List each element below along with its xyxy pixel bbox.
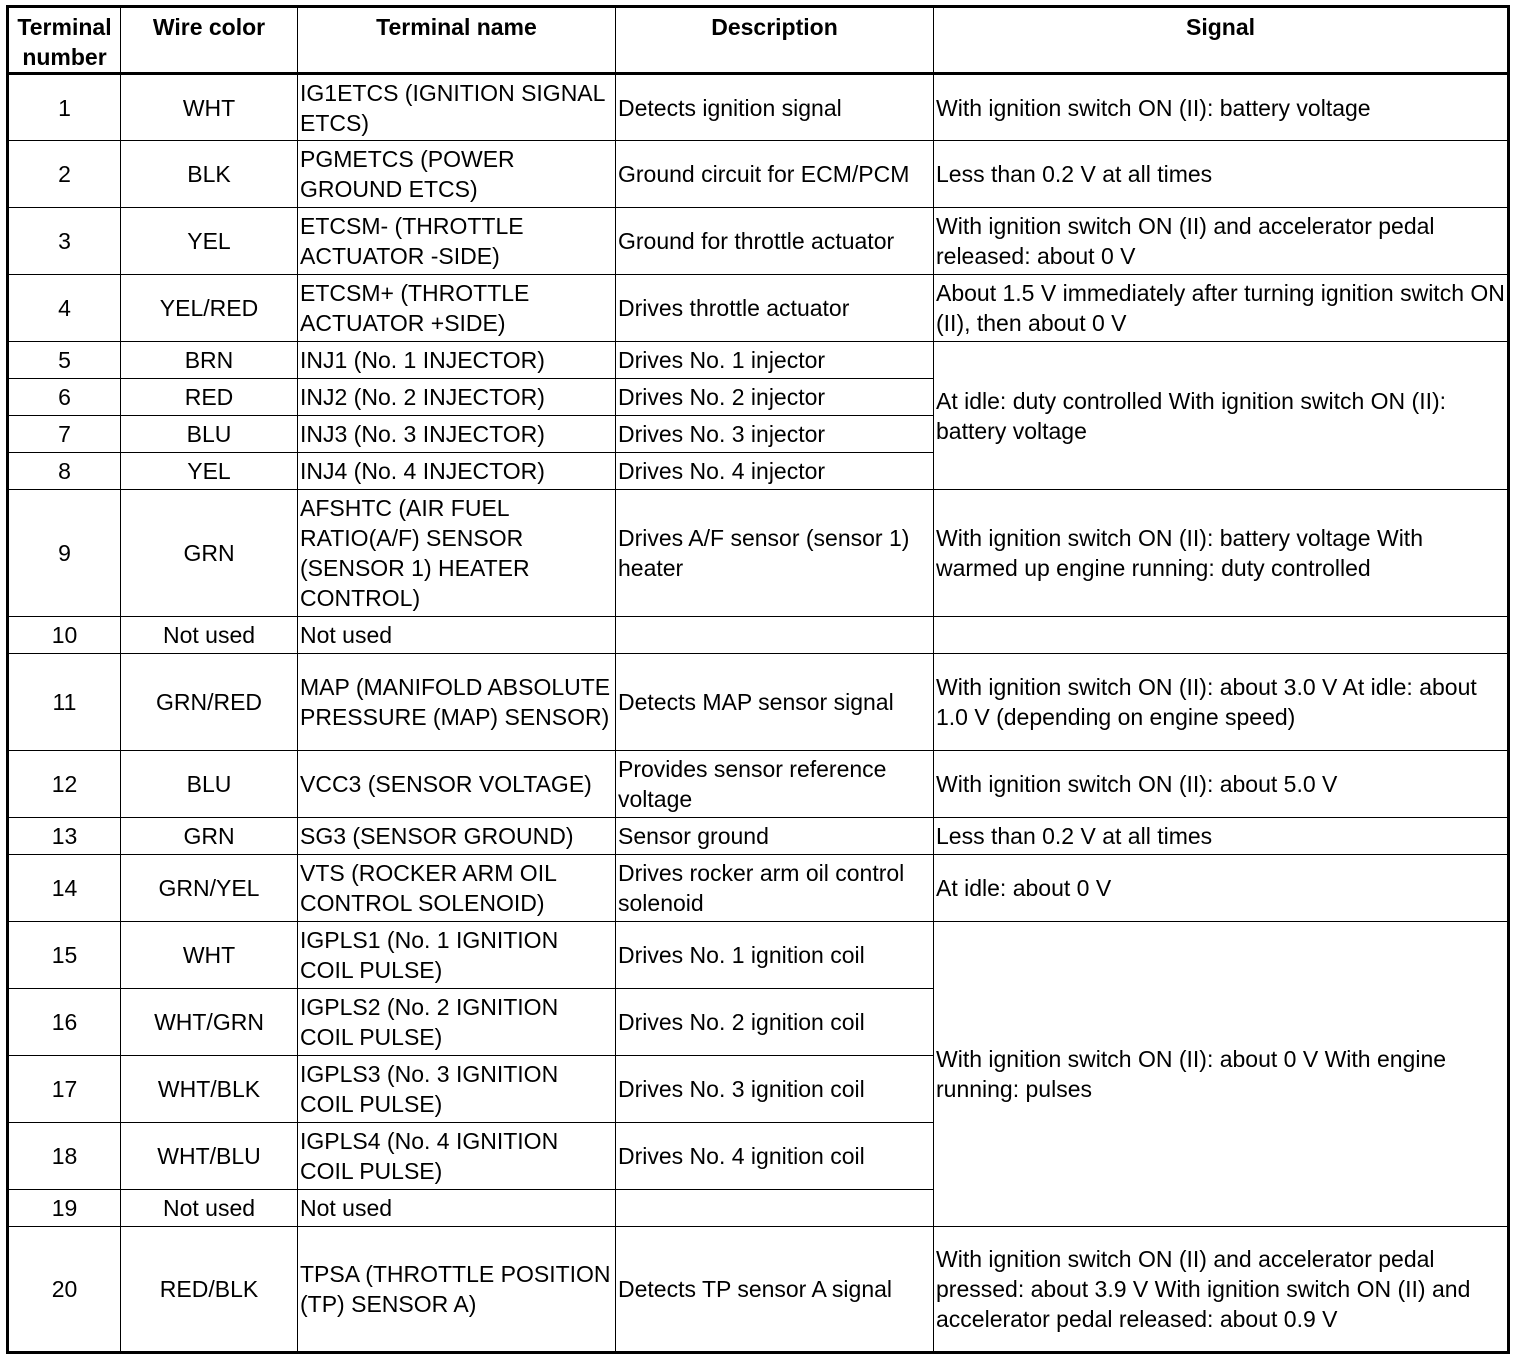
- wire-color: BRN: [121, 342, 298, 379]
- terminal-description: Drives No. 1 ignition coil: [616, 922, 934, 989]
- table-row: [8, 208, 1509, 275]
- terminal-description: Drives rocker arm oil control solenoid: [616, 855, 934, 922]
- terminal-name: INJ4 (No. 4 INJECTOR): [298, 453, 616, 490]
- terminal-name: Not used: [298, 1190, 616, 1227]
- terminal-description: [616, 617, 934, 654]
- terminal-name: INJ3 (No. 3 INJECTOR): [298, 416, 616, 453]
- wire-color: GRN/RED: [121, 654, 298, 751]
- terminal-name: IGPLS1 (No. 1 IGNITION COIL PULSE): [298, 922, 616, 989]
- terminal-name: SG3 (SENSOR GROUND): [298, 818, 616, 855]
- wire-color: WHT/BLU: [121, 1123, 298, 1190]
- terminal-description: Sensor ground: [616, 818, 934, 855]
- table-row: [8, 1227, 1509, 1353]
- terminal-description: Detects TP sensor A signal: [616, 1227, 934, 1353]
- terminal-description: Ground for throttle actuator: [616, 208, 934, 275]
- terminal-description: Drives throttle actuator: [616, 275, 934, 342]
- terminal-number: 19: [8, 1190, 121, 1227]
- terminal-name: TPSA (THROTTLE POSITION (TP) SENSOR A): [298, 1227, 616, 1353]
- terminal-name: INJ2 (No. 2 INJECTOR): [298, 379, 616, 416]
- header-row: [8, 7, 1509, 74]
- terminal-description: Detects ignition signal: [616, 74, 934, 141]
- terminal-description: [616, 1190, 934, 1227]
- terminal-signal: With ignition switch ON (II) and accelerator pedal released: about 0 V: [934, 208, 1509, 275]
- terminal-signal: At idle: duty controlled With ignition switch ON (II): battery voltage: [934, 342, 1509, 490]
- wire-color: YEL: [121, 208, 298, 275]
- terminal-description: Drives No. 2 injector: [616, 379, 934, 416]
- terminal-signal: Less than 0.2 V at all times: [934, 818, 1509, 855]
- terminal-number: 7: [8, 416, 121, 453]
- table-row: [8, 74, 1509, 141]
- terminal-description: Provides sensor reference voltage: [616, 751, 934, 818]
- terminal-number: 14: [8, 855, 121, 922]
- terminal-description: Ground circuit for ECM/PCM: [616, 141, 934, 208]
- table-row: [8, 654, 1509, 751]
- terminal-signal: About 1.5 V immediately after turning ignition switch ON (II), then about 0 V: [934, 275, 1509, 342]
- terminal-number: 3: [8, 208, 121, 275]
- terminal-number: 1: [8, 74, 121, 141]
- terminal-name: ETCSM+ (THROTTLE ACTUATOR +SIDE): [298, 275, 616, 342]
- terminal-signal: At idle: about 0 V: [934, 855, 1509, 922]
- terminal-number: 15: [8, 922, 121, 989]
- terminal-name: AFSHTC (AIR FUEL RATIO(A/F) SENSOR (SENSOR 1) HEATER CONTROL): [298, 490, 616, 617]
- terminal-description: Drives No. 4 injector: [616, 453, 934, 490]
- terminal-signal: [934, 617, 1509, 654]
- terminal-name: IGPLS3 (No. 3 IGNITION COIL PULSE): [298, 1056, 616, 1123]
- table-row: [8, 922, 1509, 989]
- terminal-number: 9: [8, 490, 121, 617]
- table-row: [8, 275, 1509, 342]
- terminal-description: Drives No. 4 ignition coil: [616, 1123, 934, 1190]
- terminal-description: Drives No. 3 ignition coil: [616, 1056, 934, 1123]
- terminal-description: Detects MAP sensor signal: [616, 654, 934, 751]
- terminal-name: MAP (MANIFOLD ABSOLUTE PRESSURE (MAP) SENSOR): [298, 654, 616, 751]
- terminal-number: 4: [8, 275, 121, 342]
- wire-color: GRN/YEL: [121, 855, 298, 922]
- terminal-number: 11: [8, 654, 121, 751]
- terminal-description: Drives No. 3 injector: [616, 416, 934, 453]
- terminal-signal: With ignition switch ON (II): about 3.0 V At idle: about 1.0 V (depending on engine speed): [934, 654, 1509, 751]
- terminal-name: IGPLS4 (No. 4 IGNITION COIL PULSE): [298, 1123, 616, 1190]
- header-terminal-number: Terminal number: [8, 7, 121, 74]
- terminal-name: IG1ETCS (IGNITION SIGNAL ETCS): [298, 74, 616, 141]
- wire-color: RED/BLK: [121, 1227, 298, 1353]
- terminal-number: 20: [8, 1227, 121, 1353]
- terminal-number: 8: [8, 453, 121, 490]
- terminal-description: Drives A/F sensor (sensor 1) heater: [616, 490, 934, 617]
- table-row: [8, 141, 1509, 208]
- terminal-number: 13: [8, 818, 121, 855]
- terminal-number: 12: [8, 751, 121, 818]
- table-row: [8, 818, 1509, 855]
- wire-color: Not used: [121, 1190, 298, 1227]
- terminal-name: ETCSM- (THROTTLE ACTUATOR -SIDE): [298, 208, 616, 275]
- wire-color: BLK: [121, 141, 298, 208]
- wire-color: WHT/BLK: [121, 1056, 298, 1123]
- terminal-signal: Less than 0.2 V at all times: [934, 141, 1509, 208]
- terminal-number: 17: [8, 1056, 121, 1123]
- wire-color: WHT/GRN: [121, 989, 298, 1056]
- wire-color: Not used: [121, 617, 298, 654]
- wire-color: WHT: [121, 74, 298, 141]
- terminal-signal: With ignition switch ON (II): battery voltage: [934, 74, 1509, 141]
- terminal-signal: With ignition switch ON (II) and accelerator pedal pressed: about 3.9 V With ignition switch ON (II) and accelerator pedal released: about 0.9 V: [934, 1227, 1509, 1353]
- terminal-table: [6, 5, 1510, 1354]
- terminal-number: 6: [8, 379, 121, 416]
- header-signal: Signal: [934, 7, 1509, 74]
- header-description: Description: [616, 7, 934, 74]
- terminal-name: VCC3 (SENSOR VOLTAGE): [298, 751, 616, 818]
- terminal-signal: With ignition switch ON (II): about 5.0 V: [934, 751, 1509, 818]
- terminal-number: 16: [8, 989, 121, 1056]
- terminal-name: IGPLS2 (No. 2 IGNITION COIL PULSE): [298, 989, 616, 1056]
- terminal-signal: With ignition switch ON (II): battery voltage With warmed up engine running: duty controlled: [934, 490, 1509, 617]
- table-row: [8, 490, 1509, 617]
- wire-color: GRN: [121, 818, 298, 855]
- header-wire-color: Wire color: [121, 7, 298, 74]
- terminal-description: Drives No. 1 injector: [616, 342, 934, 379]
- wire-color: BLU: [121, 416, 298, 453]
- terminal-name: PGMETCS (POWER GROUND ETCS): [298, 141, 616, 208]
- table-row: [8, 855, 1509, 922]
- wire-color: YEL/RED: [121, 275, 298, 342]
- wire-color: RED: [121, 379, 298, 416]
- terminal-number: 18: [8, 1123, 121, 1190]
- table-row: [8, 342, 1509, 379]
- wire-color: WHT: [121, 922, 298, 989]
- header-terminal-name: Terminal name: [298, 7, 616, 74]
- terminal-name: INJ1 (No. 1 INJECTOR): [298, 342, 616, 379]
- wire-color: GRN: [121, 490, 298, 617]
- table-row: [8, 617, 1509, 654]
- terminal-name: VTS (ROCKER ARM OIL CONTROL SOLENOID): [298, 855, 616, 922]
- terminal-name: Not used: [298, 617, 616, 654]
- terminal-description: Drives No. 2 ignition coil: [616, 989, 934, 1056]
- wire-color: BLU: [121, 751, 298, 818]
- table-row: [8, 751, 1509, 818]
- terminal-number: 5: [8, 342, 121, 379]
- terminal-signal: With ignition switch ON (II): about 0 V With engine running: pulses: [934, 922, 1509, 1227]
- wire-color: YEL: [121, 453, 298, 490]
- terminal-number: 10: [8, 617, 121, 654]
- terminal-number: 2: [8, 141, 121, 208]
